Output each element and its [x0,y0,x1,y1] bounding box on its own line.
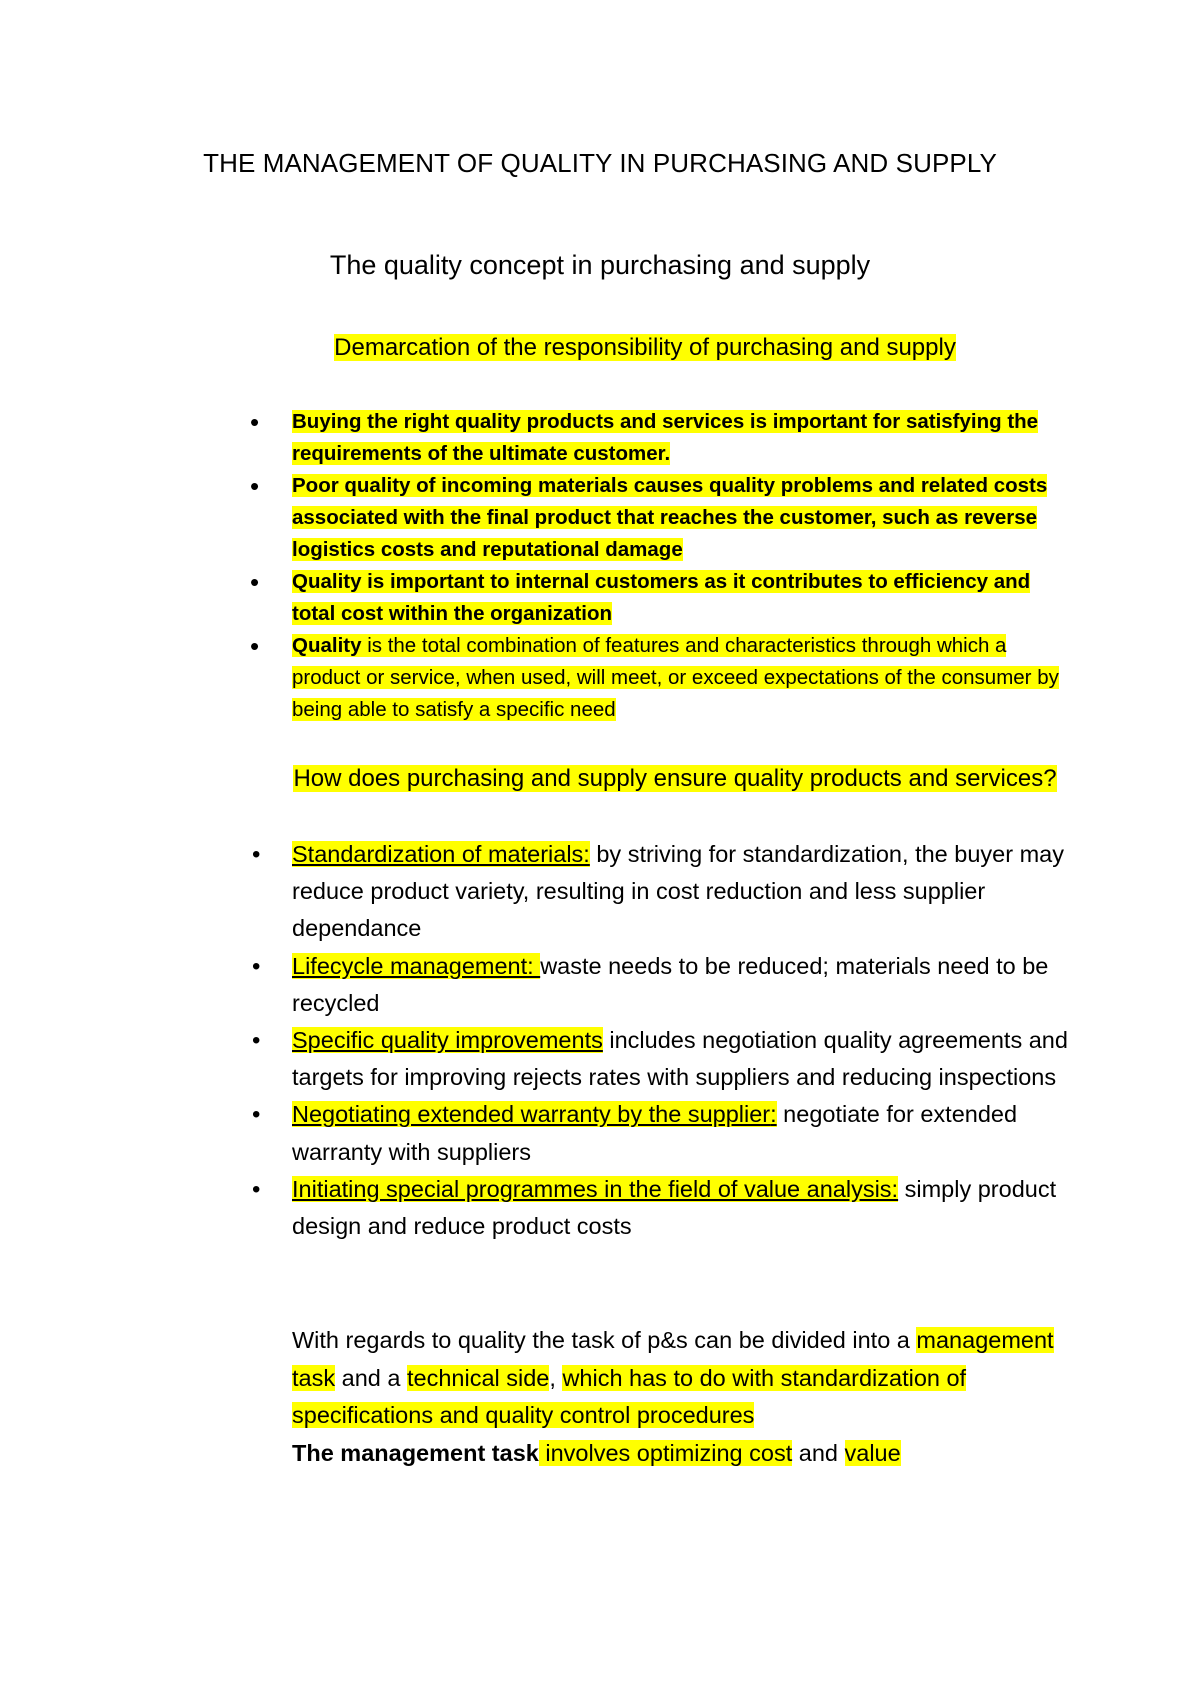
bullet-text: Poor quality of incoming materials causes quality problems and related costs associated with the final product that reaches the customer, such as reverse logistics costs and reputational damage [292,474,1048,561]
document-subtitle: The quality concept in purchasing and supply [329,250,871,280]
list-item [292,630,1062,726]
list-item [292,1096,1082,1170]
para-highlight: value [844,1439,901,1466]
item-text: negotiate for extended warranty with suppliers [292,1101,1018,1165]
item-text: includes negotiation quality agreements and targets for improving rejects rates with suppliers and reducing inspections [292,1027,1068,1091]
item-term: Initiating special programmes in the field of value analysis: [292,1175,899,1202]
item-text: waste needs to be reduced; materials need to be recycled [292,952,1049,1016]
list-item [292,470,1062,566]
item-term: Specific quality improvements [292,1027,603,1054]
para-highlight: involves optimizing cost [538,1439,793,1466]
para-text: and a [335,1364,407,1391]
section1-bullet-list [292,406,1062,726]
list-item [292,836,1082,948]
para-text: With regards to quality the task of p&s can be divided into a [292,1327,917,1353]
item-text: simply product design and reduce product costs [292,1175,1057,1240]
bullet-text: is the total combination of features and characteristics through which a product or service, when used, will meet, or exceed expectations of the consumer by being able to satisfy a specific need [292,634,1059,721]
para-text: , [549,1364,563,1391]
bullet-text: Quality is important to internal customers as it contributes to efficiency and total cost within the organization [292,570,1031,625]
item-term: Standardization of materials: [292,841,590,867]
list-item [292,566,1062,630]
list-item [292,1022,1082,1096]
list-item [292,948,1082,1022]
section2-bullet-list [292,836,1082,1245]
item-term-colon: : [770,1101,777,1128]
section1-heading [0,334,1200,362]
document-title: THE MANAGEMENT OF QUALITY IN PURCHASING AND SUPPLY [203,148,997,178]
para-text: and [792,1439,845,1466]
item-term: Lifecycle management: [292,952,541,979]
list-item [292,1171,1082,1245]
bullet-text: Buying the right quality products and services is important for satisfying the requirements of the ultimate customer. [292,410,1039,465]
section1-heading-text: Demarcation of the responsibility of purchasing and supply [334,334,956,361]
section2-heading-text: How does purchasing and supply ensure quality products and services? [293,765,1057,792]
summary-paragraph [292,1322,1082,1472]
section2-heading [280,760,1070,797]
bullet-term: Quality [292,634,362,657]
item-text: by striving for standardization, the buyer may reduce product variety, resulting in cost reduction and less supplier dependance [292,841,1064,942]
para-highlight: management task [292,1327,1054,1391]
item-term: Negotiating extended warranty by the supplier [292,1101,771,1128]
para-highlight: technical side [406,1364,550,1391]
para-highlight: which has to do with standardization of specifications and quality control procedures [292,1364,967,1428]
para-bold: The management task [292,1439,539,1466]
list-item [292,406,1062,470]
